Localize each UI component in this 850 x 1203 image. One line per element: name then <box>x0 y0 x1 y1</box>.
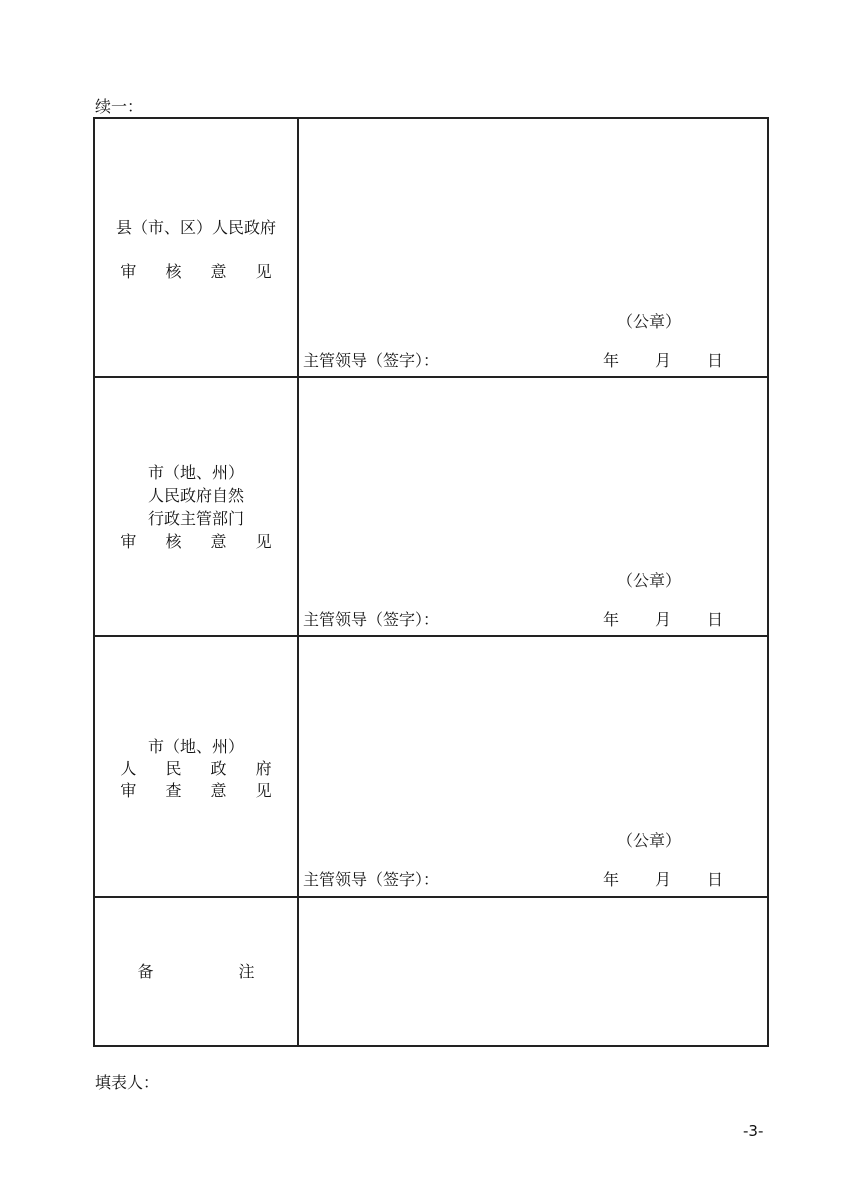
city-gov-review-row <box>94 636 768 897</box>
date-year-label: 年 <box>603 870 620 889</box>
date-day-label: 日 <box>707 351 724 370</box>
leader-signature-label: 主管领导（签字）： <box>303 610 440 629</box>
form-filler-label: 填表人： <box>95 1073 160 1092</box>
county-gov-label: 县（市、区）人民政府 <box>115 218 276 237</box>
city-gov-review-label-cell <box>94 636 298 897</box>
date-year-label: 年 <box>603 610 620 629</box>
official-seal-label: （公章） <box>617 571 682 590</box>
leader-signature-label: 主管领导（签字）： <box>303 351 440 370</box>
county-review-row <box>94 118 768 377</box>
approval-table <box>93 117 769 1047</box>
review-opinion-label: 审 核 意 见 <box>120 532 284 551</box>
leader-signature-label: 主管领导（签字）： <box>303 870 440 889</box>
form-heading: 续一： <box>95 97 144 116</box>
date-day-label: 日 <box>707 870 724 889</box>
review-opinion-label: 审 核 意 见 <box>120 262 284 281</box>
official-seal-label: （公章） <box>617 831 682 850</box>
remarks-row <box>94 897 768 1046</box>
examination-opinion-label: 审 查 意 见 <box>120 781 284 800</box>
date-year-label: 年 <box>603 351 620 370</box>
date-month-label: 月 <box>655 870 672 889</box>
remarks-label: 备 注 <box>137 962 295 981</box>
date-month-label: 月 <box>655 610 672 629</box>
city-gov-review-opinion-area[interactable] <box>298 636 768 897</box>
remarks-content-area[interactable] <box>298 897 768 1046</box>
date-day-label: 日 <box>707 610 724 629</box>
remarks-label-cell <box>94 897 298 1046</box>
county-review-opinion-area[interactable] <box>298 118 768 377</box>
admin-dept-label: 行政主管部门 <box>147 509 244 528</box>
city-label: 市（地、州） <box>147 463 244 482</box>
peoples-gov-label: 人 民 政 府 <box>120 759 284 778</box>
gov-natural-label: 人民政府自然 <box>147 486 244 505</box>
date-month-label: 月 <box>655 351 672 370</box>
page-number: -3- <box>743 1122 764 1140</box>
city-dept-review-label-cell <box>94 377 298 636</box>
county-review-label-cell <box>94 118 298 377</box>
city-dept-review-opinion-area[interactable] <box>298 377 768 636</box>
city-label: 市（地、州） <box>147 737 244 756</box>
official-seal-label: （公章） <box>617 312 682 331</box>
city-dept-review-row <box>94 377 768 636</box>
